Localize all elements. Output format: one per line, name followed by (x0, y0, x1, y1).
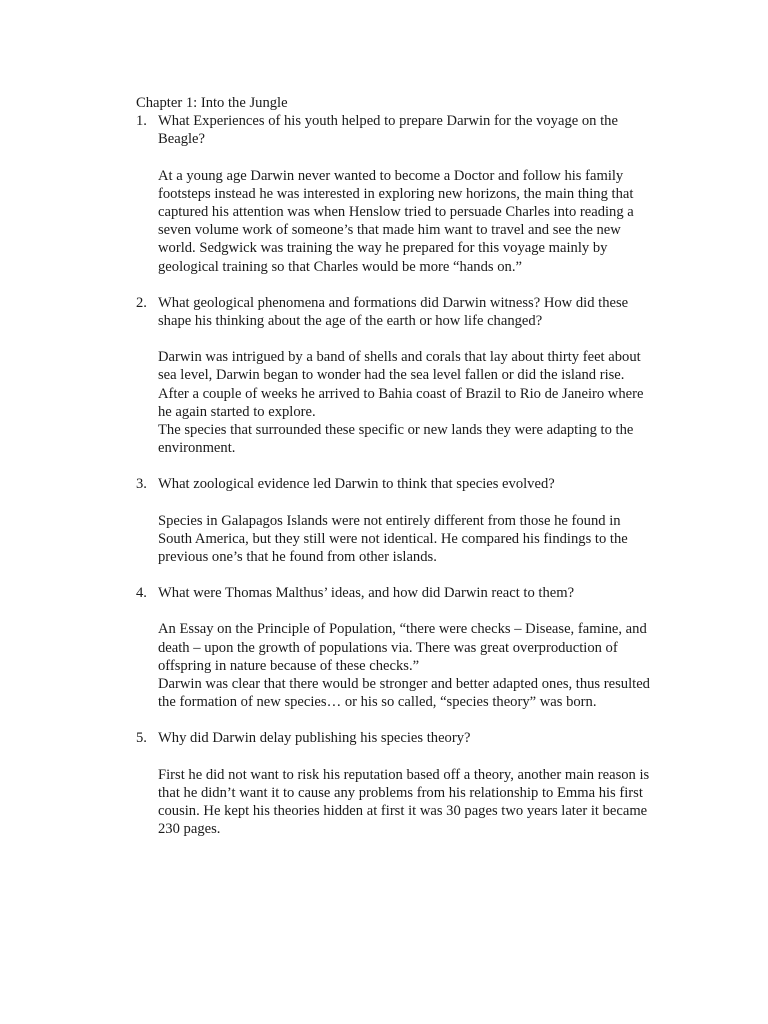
question-number: 3. (136, 476, 147, 493)
question-number: 2. (136, 294, 147, 311)
chapter-title: Chapter 1: Into the Jungle (136, 95, 288, 111)
answer-paragraph: The species that surrounded these specific or new lands they were adapting to the environment. (158, 422, 634, 457)
question-4 (136, 584, 656, 602)
answer-paragraph: Species in Galapagos Islands were not entirely different from those he found in South America, but they still were not identical. He compared his findings to the previous one’s that he found from other islands. (158, 512, 628, 566)
question-number: 1. (136, 113, 147, 130)
question-number: 4. (136, 585, 147, 602)
answer-paragraph: An Essay on the Principle of Population, “there were checks – Disease, famine, and death – upon the growth of populations via. There was great overproduction of offspring in nature because of these checks.” (158, 621, 647, 674)
document-body (136, 94, 656, 839)
question-number: 5. (136, 730, 147, 747)
question-3 (136, 475, 656, 493)
question-2 (136, 294, 656, 330)
question-text: What geological phenomena and formations did Darwin witness? How did these shape his thinking about the age of the earth or how life changed? (158, 294, 629, 330)
question-5 (136, 729, 656, 747)
question-text: What zoological evidence led Darwin to think that species evolved? (158, 476, 555, 493)
answer-paragraph: Darwin was intrigued by a band of shells and corals that lay about thirty feet about sea level, Darwin began to wonder had the sea level fallen or did the island rise. After a couple of weeks he arrived to Bahia coast of Brazil to Rio de Janeiro where he again started to explore. (158, 349, 644, 420)
question-text: What were Thomas Malthus’ ideas, and how did Darwin react to them? (158, 585, 575, 602)
question-text: What Experiences of his youth helped to prepare Darwin for the voyage on the Beagle? (158, 113, 618, 148)
question-text: Why did Darwin delay publishing his species theory? (158, 730, 471, 747)
answer-paragraph: At a young age Darwin never wanted to become a Doctor and follow his family footsteps instead he was interested in exploring new horizons, the main thing that captured his attention was when Henslow tried to persuade Charles into reading a seven volume work of someone’s that made him want to travel and see the new world. Sedgwick was training the way he prepared for this voyage mainly by geological training so that Charles would be more “hands on.” (158, 167, 634, 275)
question-1 (136, 112, 656, 148)
answer-paragraph: Darwin was clear that there would be stronger and better adapted ones, thus resulted the formation of new species… or his so called, “species theory” was born. (158, 676, 650, 711)
answer-paragraph: First he did not want to risk his reputation based off a theory, another main reason is that he didn’t want it to cause any problems from his relationship to Emma his first cousin. He kept his theories hidden at first it was 30 pages two years later it became 230 pages. (158, 766, 650, 838)
